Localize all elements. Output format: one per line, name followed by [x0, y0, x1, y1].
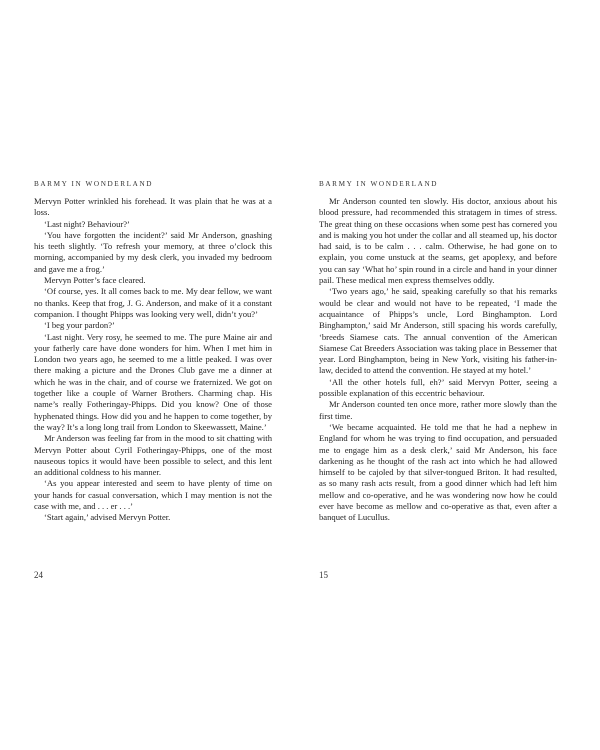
paragraph: Mervyn Potter wrinkled his forehead. It was plain that he was at a loss. — [34, 196, 272, 218]
right-page — [300, 0, 600, 750]
paragraph: ‘Last night? Behaviour?’ — [44, 218, 130, 229]
running-head-left: BARMY IN WONDERLAND — [34, 180, 154, 188]
paragraph: Mr Anderson counted ten slowly. His doctor, anxious about his blood pressure, had recommended this stratagem in times of stress. The great thing on these occasions when some pest has cornered you and is making you hot under the collar and all steamed up, his doctor had said, is to be calm . . . calm. Otherwise, he had gone on to explain, you come unstuck at the seams, get apoplexy, and before you can say ‘What ho’ spin round in a circle and hand in your dinner pail. These medical men express themselves oddly. — [319, 196, 557, 286]
paragraph: ‘All the other hotels full, eh?’ said Mervyn Potter, seeing a possible explanation of this eccentric behaviour. — [319, 376, 557, 399]
paragraph: Mr Anderson counted ten once more, rather more slowly than the first time. — [319, 399, 557, 421]
paragraph: Mervyn Potter’s face cleared. — [44, 275, 146, 286]
paragraph: ‘Start again,’ advised Mervyn Potter. — [44, 512, 171, 523]
paragraph: ‘I beg your pardon?’ — [44, 320, 115, 331]
paragraph: ‘We became acquainted. He told me that he had a nephew in England for whom he was trying to find occupation, and persuaded me to engage him as a desk clerk,’ said Mr Anderson, his face darkening as he thought of the rash act into which he had allowed himself to be cajoled by that silver-tongued Briton. It had resulted, as so many rash acts result, from a good dinner which had left him mellow and co-operative, and he was wondering now how he could ever have become as mellow and co-operative as that, even after a banquet of Lucullus. — [319, 421, 557, 523]
paragraph: Mr Anderson was feeling far from in the mood to sit chatting with Mervyn Potter about Cyril Fotheringay-Phipps, one of the most nauseous topics it would have been possible to select, and this lent an additional coldness to his manner. — [34, 433, 272, 478]
paragraph: ‘As you appear interested and seem to have plenty of time on your hands for casual conversation, which I may mention is not the case with me, and . . . er . . .’ — [34, 478, 272, 512]
body-text-left — [34, 196, 272, 524]
paragraph: ‘Of course, yes. It all comes back to me. My dear fellow, we want no thanks. Keep that frog, J. G. Anderson, and make of it a constant companion. I thought Phipps was looking very well, didn’t you?’ — [34, 286, 272, 319]
page-number-right: 15 — [319, 570, 328, 580]
page-number-left: 24 — [34, 570, 43, 580]
paragraph: ‘Two years ago,’ he said, speaking carefully so that his remarks would be clear and would not have to be repeated, ‘I made the acquaintance of Phipps’s uncle, Lord Binghampton. Lord Binghampton,’ said Mr Anderson, still spacing his words carefully, ‘breeds Siamese cats. The annual convention of the American Siamese Cat Breeders Association was taking place in Bessemer that year. Lord Binghampton, being in New York, visiting his father-in-law, decided to attend the convention. He stayed at my hotel.’ — [319, 286, 557, 376]
paragraph: ‘Last night. Very rosy, he seemed to me. The pure Maine air and your fatherly care have done wonders for him. When I met him in London two years ago, he seemed to me a little peaked. I was over there making a picture and the Drones Club gave me a dinner at which he was in the chair, and of course we fraternized. We got on together like a couple of Warner Brothers. Charming chap. His name’s really Fotheringay-Phipps. Did you know? One of those hyphenated things. How did you and he happen to come together, by the way? It’s a long long trail from London to Skeewassett, Maine.’ — [34, 331, 272, 432]
body-text-right — [319, 196, 557, 524]
paragraph: ‘You have forgotten the incident?’ said Mr Anderson, gnashing his teeth slightly. ‘To refresh your memory, at three o’clock this morning, accompanied by my desk clerk, you invaded my bedroom and gave me a frog.’ — [34, 229, 272, 274]
running-head-right: BARMY IN WONDERLAND — [319, 180, 439, 188]
